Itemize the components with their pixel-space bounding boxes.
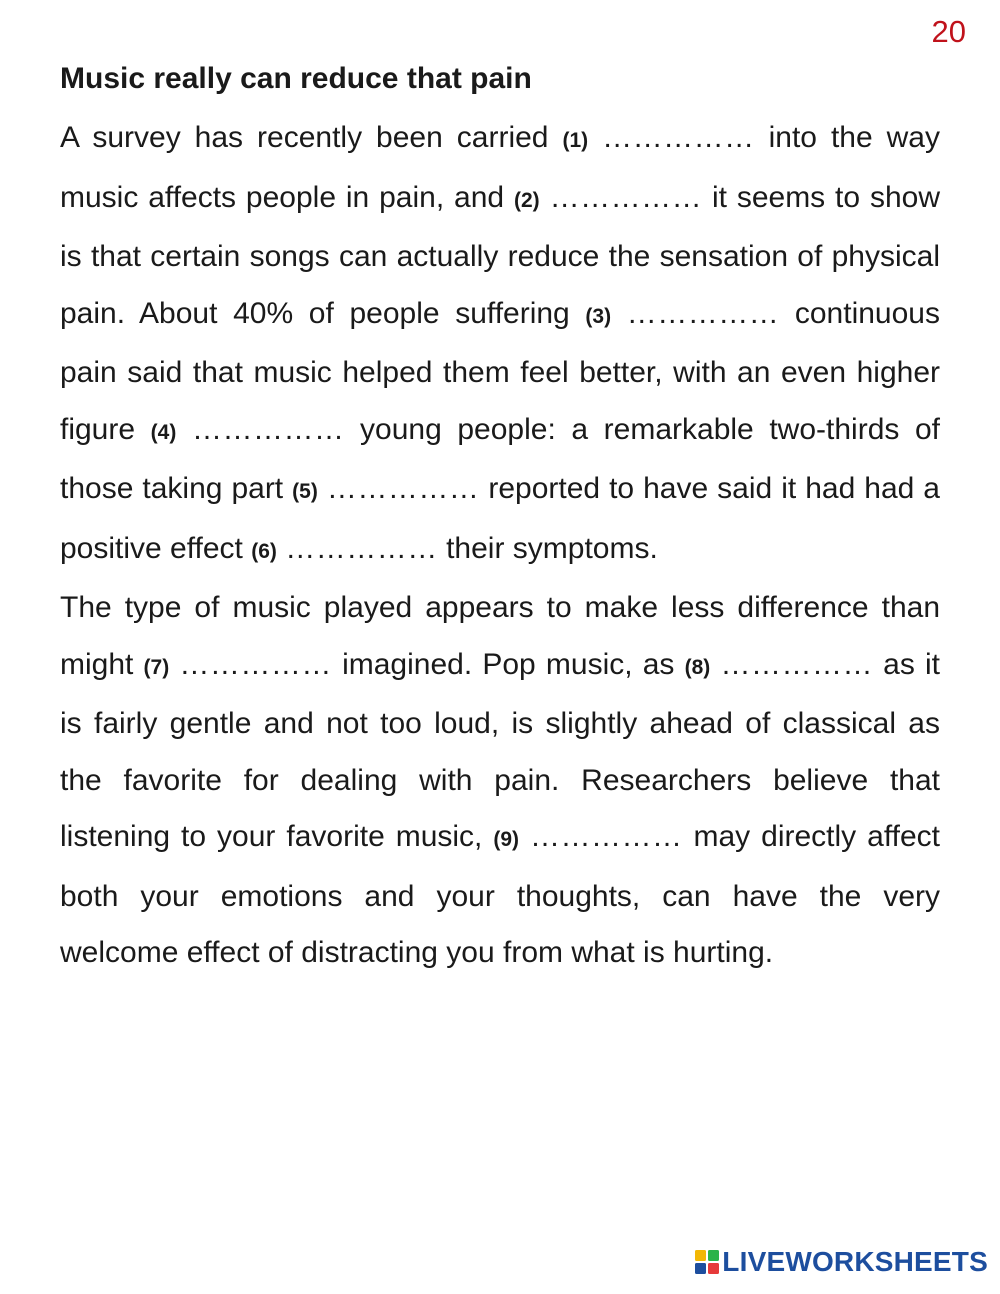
- paragraph-2: [60, 580, 940, 982]
- worksheet-title: Music really can reduce that pain: [60, 62, 532, 95]
- paragraph-1: [60, 110, 940, 580]
- paragraph-text: [540, 181, 550, 214]
- paragraph-text: imagined. Pop music, as: [331, 647, 685, 681]
- paragraph-text: [588, 121, 602, 154]
- gap-number: (7): [143, 655, 170, 679]
- paragraph-text: [176, 413, 192, 446]
- paragraph-text: young people: a remarkable two-thirds of those taking part: [60, 412, 940, 505]
- gap-number: (1): [562, 129, 589, 152]
- gap-number: (2): [514, 188, 540, 212]
- liveworksheets-brand: [694, 1242, 988, 1282]
- paragraph-text: [710, 648, 720, 681]
- paragraph-text: The type of music played appears to make less difference than might: [60, 591, 940, 681]
- paragraph-text: [611, 297, 627, 330]
- paragraph-text: [277, 532, 285, 565]
- gap-number: (9): [493, 828, 520, 851]
- gap-blank[interactable]: ……………: [191, 412, 345, 446]
- paragraph-text: [519, 820, 530, 853]
- gap-blank[interactable]: ……………: [626, 296, 780, 330]
- gap-blank[interactable]: ……………: [179, 647, 332, 681]
- gap-blank[interactable]: ……………: [602, 121, 755, 154]
- gap-number: (3): [585, 304, 612, 328]
- gap-blank[interactable]: ……………: [326, 472, 480, 505]
- paragraph-text: may directly affect both your emotions and your thoughts, can have the very welcome effect of distracting you from what is hurting.: [60, 820, 940, 969]
- paragraph-text: it seems to show is that certain songs can actually reduce the sensation of physical pain. About 40% of people suffering: [60, 180, 940, 330]
- gap-blank[interactable]: ……………: [720, 647, 873, 681]
- paragraph-text: as it is fairly gentle and not too loud, is slightly ahead of classical as the favorite for dealing with pain. Researchers believe that listening to your favorite music,: [60, 647, 941, 853]
- paragraph-text: into the way music affects people in pain, and: [60, 121, 940, 214]
- paragraph-text: [318, 472, 327, 505]
- gap-blank[interactable]: ……………: [285, 531, 438, 565]
- gap-number: (6): [251, 539, 277, 563]
- worksheet-content: [60, 54, 940, 982]
- paragraph-text: continuous pain said that music helped them feel better, with an even higher figure: [60, 296, 940, 446]
- gap-number: (5): [292, 480, 318, 503]
- brand-text: LIVEWORKSHEETS: [722, 1246, 988, 1277]
- gap-blank[interactable]: ……………: [530, 820, 683, 853]
- paragraph-text: reported to have said it had had a positive effect: [60, 472, 940, 565]
- page-number: 20: [931, 14, 966, 49]
- paragraph-text: A survey has recently been carried: [60, 121, 563, 154]
- gap-number: (8): [684, 655, 711, 679]
- paragraph-text: [169, 648, 179, 681]
- liveworksheets-logo-icon: [694, 1249, 720, 1275]
- gap-blank[interactable]: ……………: [549, 180, 703, 214]
- gap-number: (4): [150, 420, 177, 444]
- paragraph-text: their symptoms.: [437, 531, 658, 565]
